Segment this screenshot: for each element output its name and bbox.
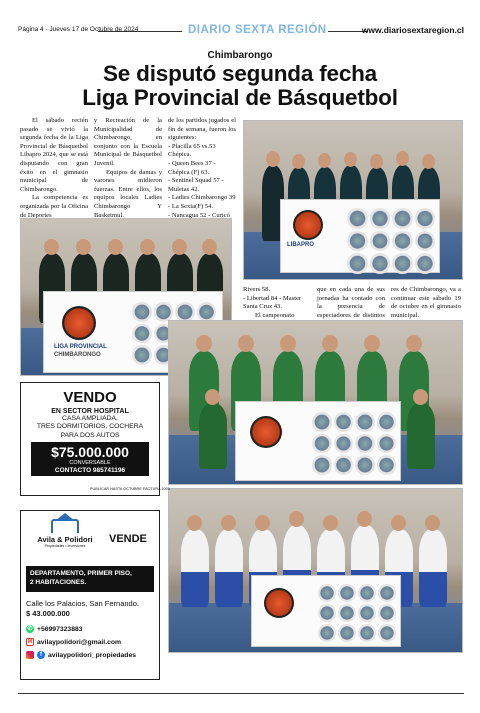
newspaper-brand: DIARIO SEXTA REGIÓN: [188, 24, 327, 36]
paragraph: El campeonato: [255, 311, 295, 319]
libapro-logo-icon: [62, 306, 96, 340]
article-column-3: [168, 117, 236, 220]
gmail-icon: M: [27, 639, 33, 645]
logo-name: Avila & Polidori: [37, 535, 93, 544]
result-item: - Sentinel Squad 57 - Muletas 42.: [168, 177, 224, 193]
ad-social-row[interactable]: [26, 651, 136, 659]
ad-description-bar: [26, 566, 154, 592]
avila-logo: [35, 519, 95, 559]
result-item: - Nancagua 52 - Curicó: [168, 211, 230, 219]
whatsapp-icon: ✆: [27, 626, 33, 632]
team-logos-grid: [347, 208, 435, 274]
team-logos-grid: [312, 412, 396, 475]
article-column-1: [20, 117, 88, 220]
header-rule-left: [98, 31, 182, 32]
paragraph: res de Chimbarongo, va a continuar este sábado 19 de octubre en el gimnasio municipal.: [391, 286, 461, 319]
ad-title: VENDO: [63, 389, 117, 406]
result-item: - Libertad 84 - Master Santa Cruz 43.: [243, 294, 302, 311]
instagram-icon: [26, 651, 34, 659]
photo-womens-team-1: [243, 120, 463, 280]
article-column-2: [94, 117, 162, 229]
article-column-4: [243, 286, 311, 320]
ad-contact: CONTACTO 985741196: [54, 466, 126, 474]
headline-line-2: Liga Provincial de Básquetbol: [82, 85, 398, 110]
logo-subtitle: Propiedades • Inversiones: [44, 544, 86, 548]
ad-line: CASA AMPLIADA,: [62, 415, 118, 422]
paragraph: Rivers 58.: [243, 286, 271, 293]
result-item: - Queen Bees 37 - Chépica (F) 63.: [168, 159, 216, 176]
article-kicker: Chimbarongo: [207, 50, 273, 61]
page-bottom-rule: [18, 693, 464, 694]
ad-price: $ 43.000.000: [26, 609, 70, 618]
libapro-logo-icon: [264, 588, 294, 618]
house-icon: [51, 519, 79, 533]
paragraph: que en cada una de sus jornadas ha contado con la presencia de espectadores de distintos: [317, 286, 385, 319]
result-item: - Placilla 65 vs.53 Chépica.: [168, 142, 216, 159]
ad-price-box: [31, 442, 149, 476]
ad-line: EN SECTOR HOSPITAL: [51, 408, 129, 415]
ad-price-note: CONVERSABLE: [69, 459, 111, 466]
ad-email-row[interactable]: [26, 638, 121, 646]
ad-email: avilaypolidori@gmail.com: [37, 638, 122, 646]
paragraph: Equipos de damas y varones midieron fuerzas. Entre ellos, los equipos locales Ladies Chimbarongo Y Basketmul.: [94, 168, 162, 219]
ad-line: DEPARTAMENTO, PRIMER PISO,: [30, 570, 132, 577]
paragraph: y Recreación de la Municipalidad de Chimbarongo, en conjunto con la Escuela Municipal de Básquetbol Juvenil.: [94, 117, 162, 167]
paragraph: de los partidos jugados el fin de semana, fueron los siguientes:: [168, 117, 236, 142]
libapro-banner: [235, 401, 401, 481]
ad-social: avilaypolidori_propiedades: [48, 651, 137, 659]
page-info: Página 4 - Jueves 17 de Octubre de 2024: [18, 26, 139, 33]
ad-price: $75.000.000: [51, 443, 129, 460]
article-column-6: [391, 286, 461, 320]
ad-line: PARA DOS AUTOS: [60, 431, 120, 439]
ad-phone-row[interactable]: [26, 625, 83, 633]
ad-line: 2 HABITACIONES.: [30, 578, 87, 586]
libapro-logo-icon: [250, 416, 282, 448]
newspaper-url[interactable]: www.diariosextaregion.cl: [361, 25, 464, 35]
ad-phone: +56997323883: [37, 625, 83, 633]
paragraph: El sábado recién pasado se vivió la segunda fecha de la Liga Provincial de Básquetbol Libapro 2024, que se está disputando con gran éxito en el gimnasio municipal de Chimbarongo.: [20, 117, 88, 193]
paragraph: La competencia es organizada por la Oficina de Deportes: [20, 194, 88, 219]
headline-line-1: Se disputó segunda fecha: [102, 61, 377, 86]
ad-title: VENDE: [109, 533, 147, 545]
result-item: - Ladies Chimbarongo 39 - La Sexta(F) 54.: [168, 194, 236, 210]
page-header: [18, 25, 464, 39]
banner-subtitle: LIGA PROVINCIAL: [54, 344, 107, 350]
ad-address: Calle los Palacios, San Fernando.: [26, 599, 139, 608]
team-logos-grid: [318, 584, 396, 642]
banner-place: CHIMBARONGO: [54, 352, 101, 358]
facebook-icon: f: [37, 651, 45, 659]
libapro-banner: [251, 575, 401, 647]
libapro-logo-icon: [293, 210, 323, 240]
classified-ad-hospital: [20, 382, 160, 496]
classified-ad-avila: [20, 510, 160, 680]
photo-mens-team-blue: [168, 488, 463, 653]
libapro-banner: [280, 199, 440, 273]
ad-line: TRES DORMITORIOS, COCHERA: [36, 423, 144, 431]
banner-title: LIBAPRO: [287, 242, 314, 248]
photo-mens-team-green: [168, 320, 463, 485]
ad-footnote: PUBLICAR HASTA OCTUBRE FACTURA 1000: [90, 487, 170, 491]
article-headline: [0, 62, 480, 110]
